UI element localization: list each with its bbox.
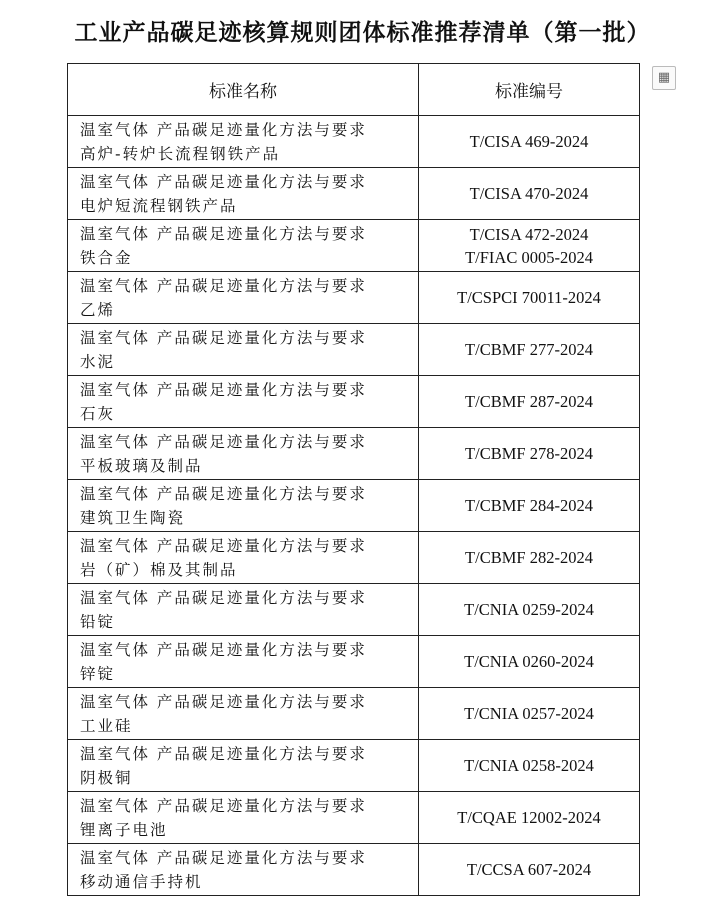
table-header-row — [68, 64, 640, 116]
standard-name-line: 温室气体 产品碳足迹量化方法与要求 — [80, 848, 367, 867]
standard-name-cell — [68, 220, 419, 272]
standard-number-cell — [419, 792, 640, 844]
standard-name-line: 水泥 — [80, 352, 116, 371]
standard-name-line: 温室气体 产品碳足迹量化方法与要求 — [80, 432, 367, 451]
standard-name-cell — [68, 740, 419, 792]
standard-name-line: 温室气体 产品碳足迹量化方法与要求 — [80, 640, 367, 659]
standard-number: T/CISA 472-2024 — [469, 224, 589, 244]
header-standard-number: 标准编号 — [419, 64, 640, 116]
standard-name-line: 建筑卫生陶瓷 — [80, 508, 186, 527]
standard-number: T/CISA 470-2024 — [469, 184, 589, 203]
standard-number: T/CSPCI 70011-2024 — [457, 288, 601, 307]
standard-number-cell — [419, 168, 640, 220]
standard-name-line: 移动通信手持机 — [80, 872, 203, 891]
table-row — [68, 792, 640, 844]
table-row — [68, 480, 640, 532]
table-row — [68, 844, 640, 896]
standard-name-line: 石灰 — [80, 404, 116, 423]
standard-name-line: 温室气体 产品碳足迹量化方法与要求 — [80, 276, 367, 295]
standard-name-line: 温室气体 产品碳足迹量化方法与要求 — [80, 120, 367, 139]
standard-name-line: 温室气体 产品碳足迹量化方法与要求 — [80, 692, 367, 711]
standard-name-line: 温室气体 产品碳足迹量化方法与要求 — [80, 744, 367, 763]
standard-number-cell — [419, 636, 640, 688]
standard-number-cell — [419, 584, 640, 636]
standard-number: T/CCSA 607-2024 — [466, 860, 592, 879]
standard-name-line: 温室气体 产品碳足迹量化方法与要求 — [80, 536, 367, 555]
standard-name-cell — [68, 272, 419, 324]
table-row — [68, 116, 640, 168]
standard-name-cell — [68, 636, 419, 688]
standard-number: T/CNIA 0258-2024 — [464, 756, 594, 775]
standard-name-cell — [68, 584, 419, 636]
standard-number: T/CBMF 287-2024 — [465, 392, 593, 411]
standard-number-cell — [419, 688, 640, 740]
standard-name-cell — [68, 116, 419, 168]
standard-number-cell — [419, 272, 640, 324]
standard-name-cell — [68, 168, 419, 220]
standard-name-line: 岩（矿）棉及其制品 — [80, 560, 238, 579]
table-row — [68, 740, 640, 792]
standard-number-cell — [419, 116, 640, 168]
standard-number-cell — [419, 740, 640, 792]
table-row — [68, 220, 640, 272]
table-icon[interactable]: ▦ — [652, 66, 676, 90]
standard-number: T/FIAC 0005-2024 — [465, 247, 593, 267]
standard-name-line: 温室气体 产品碳足迹量化方法与要求 — [80, 172, 367, 191]
table-row — [68, 168, 640, 220]
table-row — [68, 376, 640, 428]
standard-name-cell — [68, 792, 419, 844]
standard-name-line: 高炉-转炉长流程钢铁产品 — [80, 144, 281, 163]
standard-name-line: 温室气体 产品碳足迹量化方法与要求 — [80, 484, 367, 503]
standard-number-cell — [419, 532, 640, 584]
table-row — [68, 532, 640, 584]
standard-name-line: 锂离子电池 — [80, 820, 168, 839]
standard-number: T/CBMF 278-2024 — [465, 444, 593, 463]
table-row — [68, 584, 640, 636]
standard-name-line: 乙烯 — [80, 300, 116, 319]
standard-name-line: 温室气体 产品碳足迹量化方法与要求 — [80, 796, 367, 815]
standard-number: T/CNIA 0257-2024 — [464, 704, 594, 723]
standard-name-line: 温室气体 产品碳足迹量化方法与要求 — [80, 224, 367, 243]
standard-number-cell — [419, 324, 640, 376]
standard-number-cell — [419, 480, 640, 532]
table-row — [68, 428, 640, 480]
standard-number-cell — [419, 220, 640, 272]
standard-name-line: 锌锭 — [80, 664, 116, 683]
table-row — [68, 636, 640, 688]
standard-name-line: 平板玻璃及制品 — [80, 456, 203, 475]
standard-number: T/CNIA 0259-2024 — [464, 600, 594, 619]
standard-number: T/CQAE 12002-2024 — [457, 808, 601, 827]
standard-name-cell — [68, 324, 419, 376]
standard-name-line: 阴极铜 — [80, 768, 133, 787]
standard-name-line: 铁合金 — [80, 248, 133, 267]
standard-number-cell — [419, 844, 640, 896]
table-row — [68, 272, 640, 324]
standard-name-cell — [68, 844, 419, 896]
standards-table — [67, 63, 640, 896]
standard-name-cell — [68, 480, 419, 532]
page-title: 工业产品碳足迹核算规则团体标准推荐清单（第一批） — [74, 20, 651, 46]
standard-name-line: 电炉短流程钢铁产品 — [80, 196, 238, 215]
standard-number-cell — [419, 428, 640, 480]
standard-name-cell — [68, 688, 419, 740]
standard-name-cell — [68, 532, 419, 584]
standard-number: T/CBMF 277-2024 — [465, 340, 593, 359]
standard-number: T/CBMF 284-2024 — [465, 496, 593, 515]
standard-number: T/CNIA 0260-2024 — [464, 652, 594, 671]
standard-name-line: 温室气体 产品碳足迹量化方法与要求 — [80, 380, 367, 399]
standard-number: T/CBMF 282-2024 — [465, 548, 593, 567]
header-standard-name: 标准名称 — [68, 64, 419, 116]
table-row — [68, 324, 640, 376]
standard-number: T/CISA 469-2024 — [469, 132, 589, 151]
standard-number-cell — [419, 376, 640, 428]
standard-name-line: 温室气体 产品碳足迹量化方法与要求 — [80, 588, 367, 607]
standard-name-line: 工业硅 — [80, 716, 133, 735]
standard-name-cell — [68, 428, 419, 480]
table-row — [68, 688, 640, 740]
standard-name-line: 温室气体 产品碳足迹量化方法与要求 — [80, 328, 367, 347]
standard-name-line: 铅锭 — [80, 612, 116, 631]
standard-name-cell — [68, 376, 419, 428]
